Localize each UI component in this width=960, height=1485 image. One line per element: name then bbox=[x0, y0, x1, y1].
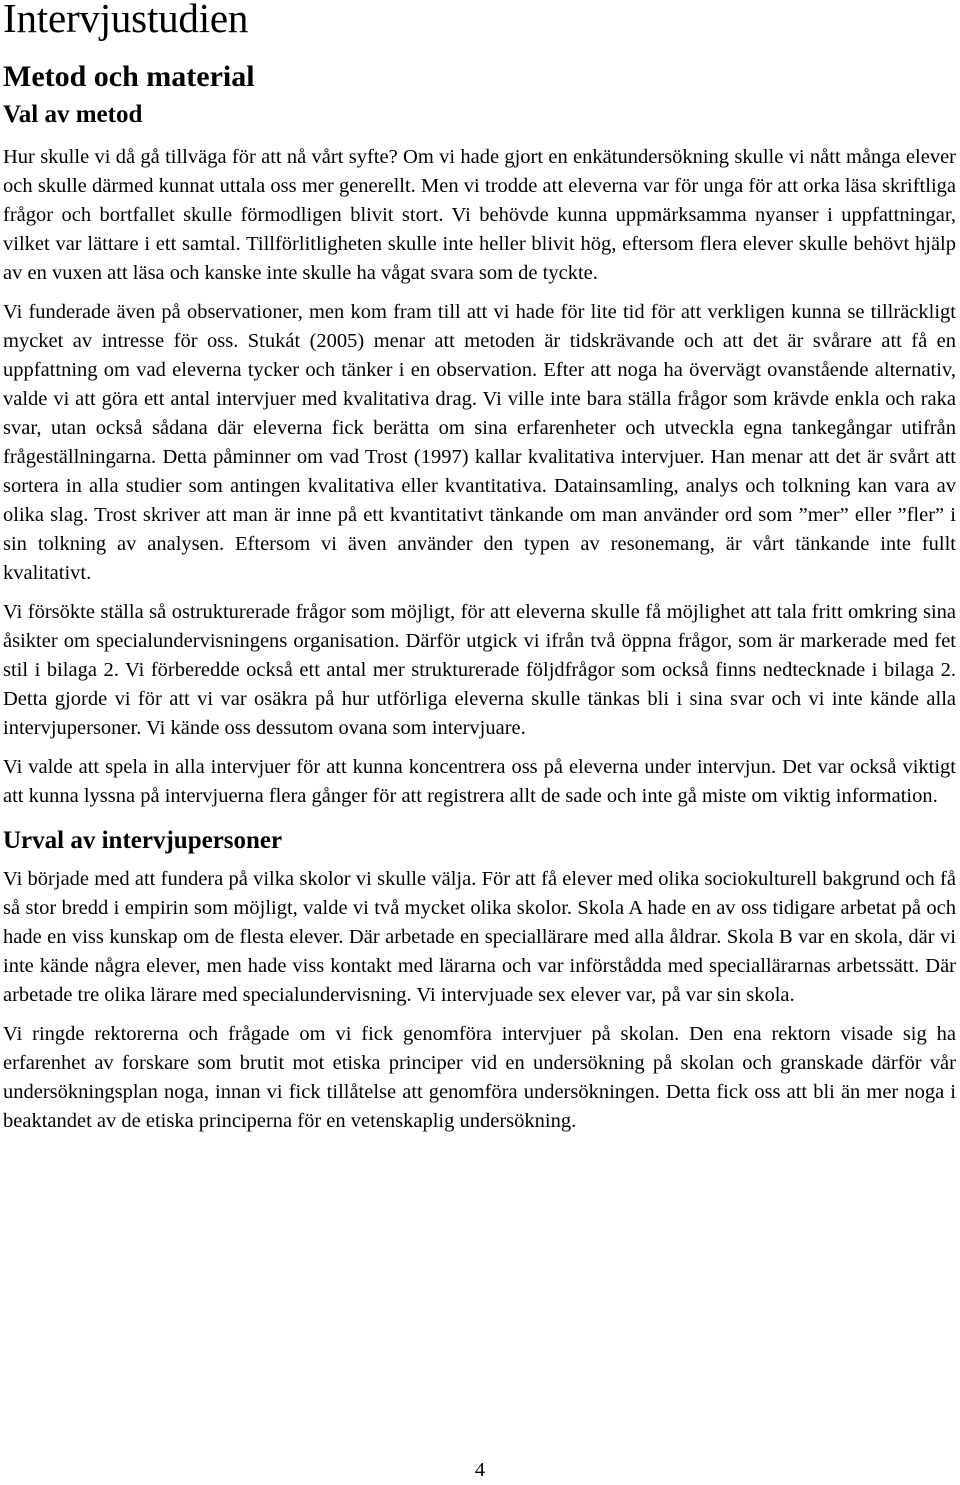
paragraph: Vi ringde rektorerna och frågade om vi fick genomföra intervjuer på skolan. Den ena rektorn visade sig ha erfarenhet av forskare som brutit mot etiska principer vid en undersökning på skolan och granskade därför vår undersökningsplan noga, innan vi fick tillåtelse att genomföra undersökningen. Detta fick oss att bli än mer noga i beaktandet av de etiska principerna för en vetenskaplig undersökning. bbox=[3, 1023, 956, 1132]
section-heading: Metod och material bbox=[3, 60, 255, 93]
page-content bbox=[3, 0, 956, 1136]
subsection-heading-urval: Urval av intervjupersoner bbox=[3, 827, 283, 854]
paragraph: Vi valde att spela in alla intervjuer för att kunna koncentrera oss på eleverna under intervjun. Det var också viktigt att kunna lyssna på intervjuerna flera gånger för att registrera allt de sade och inte gå miste om viktig information. bbox=[3, 756, 956, 807]
paragraph: Vi började med att fundera på vilka skolor vi skulle välja. För att få elever med olika sociokulturell bakgrund och få så stor bredd i empirin som möjligt, valde vi två mycket olika skolor. Skola A hade en av oss tidigare arbetat på och hade en viss kunskap om de flesta elever. Där arbetade en speciallärare med alla åldrar. Skola B var en skola, där vi inte kände några elever, men hade viss kontakt med lärarna och var införstådda med speciallärarnas arbetssätt. Där arbetade tre olika lärare med specialundervisning. Vi intervjuade sex elever var, på var sin skola. bbox=[3, 868, 956, 1006]
paragraph: Hur skulle vi då gå tillväga för att nå vårt syfte? Om vi hade gjort en enkätundersökning skulle vi nått många elever och skulle därmed kunnat uttala oss mer generellt. Men vi trodde att eleverna var för unga för att orka läsa skriftliga frågor och bortfallet skulle förmodligen blivit stort. Vi behövde kunna uppmärksamma nyanser i uppfattningar, vilket var lättare i ett samtal. Tillförlitligheten skulle inte heller blivit hög, eftersom flera elever skulle behövt hjälp av en vuxen att läsa och kanske inte skulle ha vågat svara som de tyckte. bbox=[3, 146, 956, 284]
subsection-heading-val-av-metod: Val av metod bbox=[3, 101, 143, 128]
chapter-title: Intervjustudien bbox=[3, 0, 249, 41]
paragraph: Vi försökte ställa så ostrukturerade frågor som möjligt, för att eleverna skulle få möjlighet att tala fritt omkring sina åsikter om specialundervisningens organisation. Därför utgick vi ifrån två öppna frågor, som är markerade med fet stil i bilaga 2. Vi förberedde också ett antal mer strukturerade följdfrågor som också finns nedtecknade i bilaga 2. Detta gjorde vi för att vi var osäkra på hur utförliga eleverna skulle tänkas bli i sina svar och vi inte kände alla intervjupersoner. Vi kände oss dessutom ovana som intervjuare. bbox=[3, 601, 956, 739]
paragraph: Vi funderade även på observationer, men kom fram till att vi hade för lite tid för att verkligen kunna se tillräckligt mycket av intresse för oss. Stukát (2005) menar att metoden är tidskrävande och att det är svårare att få en uppfattning om vad eleverna tycker och tänker i en observation. Efter att noga ha övervägt ovanstående alternativ, valde vi att göra ett antal intervjuer med kvalitativa drag. Vi ville inte bara ställa frågor som krävde enkla och raka svar, utan också sådana där eleverna fick berätta om sina erfarenheter och utveckla egna tankegångar utifrån frågeställningarna. Detta påminner om vad Trost (1997) kallar kvalitativa intervjuer. Han menar att det är svårt att sortera in alla studier som antingen kvalitativa eller kvantitativa. Datainsamling, analys och tolkning kan vara av olika slag. Trost skriver att man är inne på ett kvantitativt tänkande om man använder ord som ”mer” eller ”fler” i sin tolkning av analysen. Eftersom vi även använder den typen av resonemang, är vårt tänkande inte fullt kvalitativt. bbox=[3, 301, 956, 584]
page-number: 4 bbox=[474, 1459, 486, 1481]
